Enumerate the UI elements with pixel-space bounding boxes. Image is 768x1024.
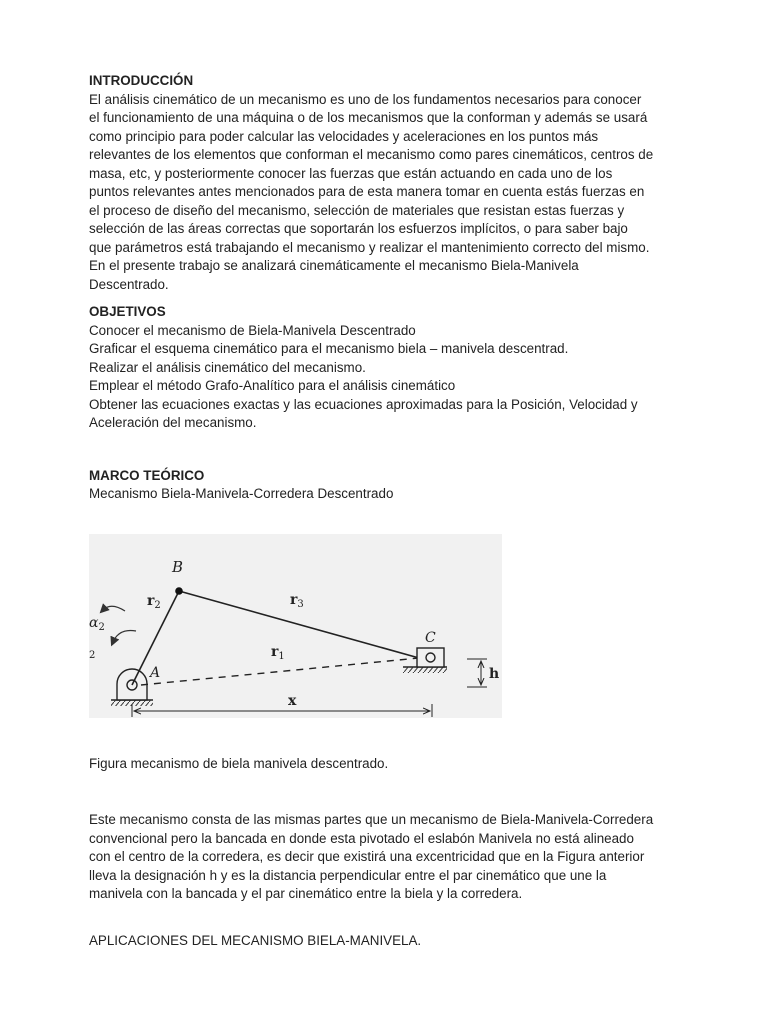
intro-line: como principio para poder calcular las velocidades y aceleraciones en los puntos más (89, 128, 599, 144)
description-line: manivela con la bancada y el par cinemático entre la biela y la corredera. (89, 886, 523, 901)
ground-support-a (111, 669, 153, 706)
intro-paragraph (89, 91, 719, 295)
objectives-heading: OBJETIVOS (89, 304, 166, 319)
description-line: convencional pero la bancada en donde esta pivotado el eslabón Manivela no está alineado (89, 830, 634, 846)
label-omega-sub: 2 (89, 650, 96, 661)
intro-line: masa, etc, y posteriormente conocer las fuerzas que están actuando en cada uno de los (89, 165, 613, 181)
objective-item: Obtener las ecuaciones exactas y las ecuaciones aproximadas para la Posición, Velocidad y (89, 396, 638, 412)
label-b: B (172, 558, 184, 576)
objective-item: Realizar el análisis cinemático del mecanismo. (89, 359, 366, 375)
theory-subtitle: Mecanismo Biela-Manivela-Corredera Descentrado (89, 486, 394, 501)
label-r3: $r_3$ (290, 592, 304, 610)
document-body (89, 72, 719, 504)
figure-caption: Figura mecanismo de biela manivela descentrado. (89, 756, 389, 771)
description-line: Este mecanismo consta de las mismas partes que un mecanismo de Biela-Manivela-Corredera (89, 812, 654, 827)
intro-line: Descentrado. (89, 276, 169, 292)
intro-line: el proceso de diseño del mecanismo, selección de materiales que resistan estas fuerzas y (89, 202, 625, 218)
intro-line: En el presente trabajo se analizará cinemáticamente el mecanismo Biela-Manivela (89, 258, 579, 273)
objectives-section (89, 303, 719, 433)
label-x: x (288, 693, 297, 709)
label-a: A (150, 665, 161, 681)
intro-line: selección de las áreas correctas que soportarán los esfuerzos implícitos, o para saber bajo (89, 221, 628, 236)
label-alpha: $\alpha_2$ (89, 615, 105, 633)
intro-section (89, 72, 719, 294)
ground-support-c (403, 667, 447, 673)
label-r2: $r_2$ (147, 593, 161, 611)
description-line: lleva la designación h y es la distancia perpendicular entre el par cinemático que une la (89, 867, 607, 883)
intro-line: puntos relevantes antes mencionados para de esta manera tomar en cuenta estás fuerzas en (89, 184, 645, 199)
label-c: C (425, 630, 436, 646)
slider-block (417, 648, 444, 667)
intro-line: que parámetros está trabajando el mecanismo y realizar el mantenimiento correcto del mismo. (89, 239, 650, 255)
intro-line: relevantes de los elementos que conforman el mecanismo como pares cinemáticos, centros de (89, 147, 654, 162)
joint-b (175, 587, 183, 595)
intro-line: El análisis cinemático de un mecanismo es uno de los fundamentos necesarios para conocer (89, 91, 642, 107)
omega-arrow (113, 630, 136, 642)
label-r1: $r_1$ (271, 644, 285, 662)
slider-crank-diagram (89, 534, 502, 718)
intro-line: el funcionamiento de una máquina o de los mecanismos que la conforman y además se usará (89, 110, 648, 125)
mechanism-description (89, 811, 719, 904)
applications-heading: APLICACIONES DEL MECANISMO BIELA-MANIVELA. (89, 933, 422, 948)
theory-heading: MARCO TEÓRICO (89, 467, 205, 483)
objectives-list (89, 322, 719, 433)
r1-line (141, 658, 419, 685)
h-dimension (467, 659, 487, 687)
x-dimension (132, 704, 432, 717)
objective-item: Emplear el método Grafo-Analítico para el análisis cinemático (89, 378, 456, 393)
description-line: con el centro de la corredera, es decir que existirá una excentricidad que en la Figura anterior (89, 849, 645, 864)
theory-section (89, 467, 719, 504)
objective-item: Graficar el esquema cinemático para el mecanismo biela – manivela descentrad. (89, 341, 569, 356)
objective-item: Aceleración del mecanismo. (89, 415, 257, 430)
mechanism-figure (89, 534, 502, 718)
label-h: h (489, 666, 500, 682)
alpha-arrow (103, 606, 125, 611)
intro-heading: INTRODUCCIÓN (89, 73, 194, 88)
objective-item: Conocer el mecanismo de Biela-Manivela Descentrado (89, 322, 416, 338)
